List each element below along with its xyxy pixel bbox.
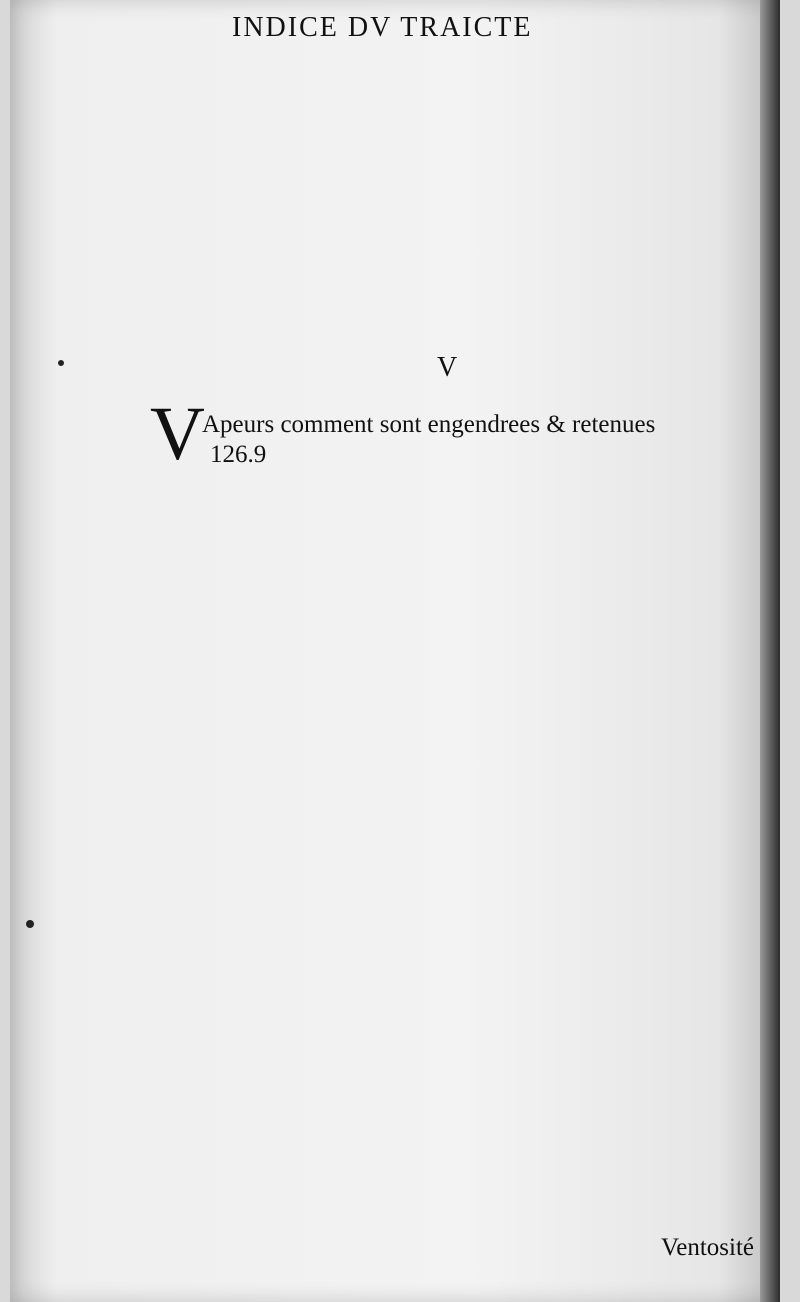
catchword: Ventosité <box>660 1234 754 1261</box>
section-letter: V <box>437 352 458 383</box>
ink-speck <box>26 920 34 928</box>
page-edge <box>760 0 780 1302</box>
book-page <box>10 0 780 1302</box>
running-header: INDICE DV TRAICTE <box>232 12 533 43</box>
dropcap-letter: V <box>150 392 205 476</box>
first-entry-ref: 126.9 <box>210 441 267 468</box>
first-entry-text: Apeurs comment sont engendrees & retenues <box>202 411 656 438</box>
ink-speck <box>58 360 64 366</box>
